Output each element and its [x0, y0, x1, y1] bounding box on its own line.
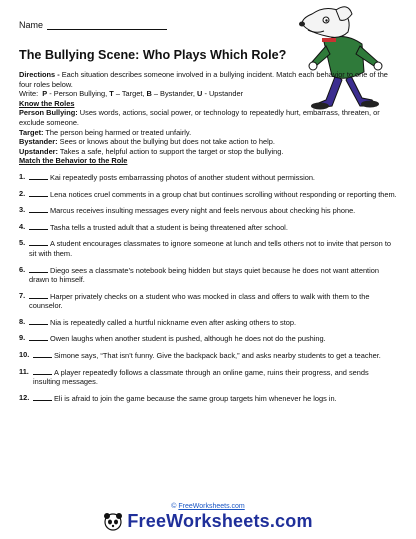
footer-link-text[interactable]: FreeWorksheets.com [178, 503, 245, 510]
role-definition [19, 128, 397, 138]
key-b: B [146, 89, 152, 99]
question-number: 11. [19, 366, 29, 376]
answer-blank[interactable] [29, 189, 48, 197]
role-term: Upstander: [19, 146, 59, 156]
role-definition [19, 137, 397, 147]
question-number: 6. [19, 264, 26, 274]
answer-blank[interactable] [29, 317, 48, 325]
key-p-text: - Person Bullying, [47, 89, 110, 99]
questions-list [19, 172, 397, 404]
directions-label: Directions - [19, 70, 60, 79]
question-number: 2. [19, 188, 26, 198]
copyright-symbol: © [171, 503, 177, 510]
key-u: U [197, 89, 203, 99]
question-item [19, 333, 397, 344]
question-number: 12. [19, 392, 30, 402]
role-definition [19, 147, 397, 157]
answer-blank[interactable] [29, 291, 48, 299]
page-title: The Bullying Scene: Who Plays Which Role? [19, 48, 287, 62]
role-definition-text: Uses words, actions, social power, or technology to repeatedly hurt, embarrass, threaten, or exclude someone. [19, 108, 380, 127]
answer-blank[interactable] [29, 238, 48, 246]
key-u-text: - Upstander [202, 89, 244, 99]
question-body [33, 393, 337, 404]
answer-blank[interactable] [29, 265, 48, 273]
question-body [33, 367, 397, 387]
question-item [19, 317, 397, 328]
role-definition [19, 108, 397, 127]
answer-blank[interactable] [29, 172, 48, 180]
question-number: 10. [19, 350, 30, 360]
question-text: Kai repeatedly posts embarrassing photos of another student without permission. [50, 172, 315, 182]
role-term: Person Bullying: [19, 108, 78, 118]
question-text: Tasha tells a trusted adult that a student is being threatened after school. [50, 222, 288, 232]
question-text: Marcus receives insulting messages every night and feels nervous about checking his phone. [50, 206, 356, 216]
question-number: 3. [19, 205, 26, 215]
question-item [19, 350, 397, 361]
question-item [19, 393, 397, 404]
question-text: Diego sees a classmate’s notebook being hidden but stays quiet because he does not want attention drawn to himself. [29, 265, 379, 285]
question-item [19, 189, 397, 200]
role-term: Target: [19, 127, 44, 137]
question-number: 9. [19, 333, 26, 343]
question-body [29, 205, 355, 216]
answer-blank[interactable] [33, 367, 52, 375]
question-text: Lena notices cruel comments in a group chat but continues scrolling without responding or reporting them. [50, 189, 397, 199]
name-field-row [19, 20, 167, 30]
question-body [29, 265, 397, 285]
question-body [33, 350, 381, 361]
directions-paragraph [19, 70, 397, 89]
footer-link[interactable] [0, 503, 416, 510]
key-p: P [42, 89, 48, 99]
question-item [19, 238, 397, 258]
brand-logo [0, 511, 416, 532]
question-body [29, 317, 296, 328]
answer-blank[interactable] [29, 333, 48, 341]
question-number: 4. [19, 221, 26, 231]
key-b-text: – Bystander, [151, 89, 198, 99]
question-item [19, 205, 397, 216]
question-item [19, 172, 397, 183]
name-label: Name [19, 20, 44, 30]
question-number: 1. [19, 171, 26, 181]
answer-blank[interactable] [29, 222, 48, 230]
question-item [19, 265, 397, 285]
brand-text: FreeWorksheets.com [127, 511, 313, 531]
roles-list [19, 108, 397, 156]
question-item [19, 222, 397, 233]
answer-blank[interactable] [29, 205, 48, 213]
name-blank-line[interactable] [47, 20, 167, 30]
worksheet-content [19, 70, 397, 403]
question-text: A player repeatedly follows a classmate through an online game, ruins their progress, and sends insulting messages. [33, 367, 369, 387]
question-text: A student encourages classmates to ignore someone at lunch and tells others not to invite that person to sit with them. [29, 239, 391, 258]
roles-heading: Know the Roles [19, 98, 75, 108]
question-body [29, 333, 326, 344]
role-definition-text: Takes a safe, helpful action to support the target or stop the bullying. [58, 146, 284, 156]
question-text: Nia is repeatedly called a hurtful nickname even after asking others to stop. [50, 317, 297, 327]
question-text: Simone says, “That isn’t funny. Give the backpack back,” and asks nearby students to get a teacher. [54, 351, 381, 361]
question-text: Owen laughs when another student is pushed, although he does not do the pushing. [50, 334, 326, 344]
question-number: 5. [19, 238, 26, 248]
panda-logo-icon [103, 512, 123, 532]
match-heading: Match the Behavior to the Role [19, 156, 128, 166]
question-item [19, 291, 397, 311]
question-body [29, 189, 397, 200]
answer-blank[interactable] [33, 350, 52, 358]
question-text: Eli is afraid to join the game because the same group targets him whenever he logs in. [54, 393, 337, 403]
role-definition-text: The person being harmed or treated unfairly. [43, 127, 192, 137]
key-t: T [109, 89, 114, 99]
write-key-line [19, 89, 397, 99]
question-body [29, 172, 315, 183]
role-definition-text: Sees or knows about the bullying but does not take action to help. [57, 137, 275, 147]
write-label: Write: [19, 89, 39, 99]
directions-text: Each situation describes someone involved in a bullying incident. Match each behavior to one of the four roles below. [19, 70, 388, 89]
answer-blank[interactable] [33, 393, 52, 401]
key-t-text: – Target, [113, 89, 147, 99]
role-term: Bystander: [19, 137, 58, 147]
question-item [19, 367, 397, 387]
question-number: 8. [19, 316, 26, 326]
question-body [29, 291, 397, 311]
question-body [29, 238, 397, 258]
question-number: 7. [19, 290, 26, 300]
question-body [29, 222, 288, 233]
question-text: Harper privately checks on a student who was mocked in class and offers to walk with them to the counselor. [29, 291, 370, 311]
